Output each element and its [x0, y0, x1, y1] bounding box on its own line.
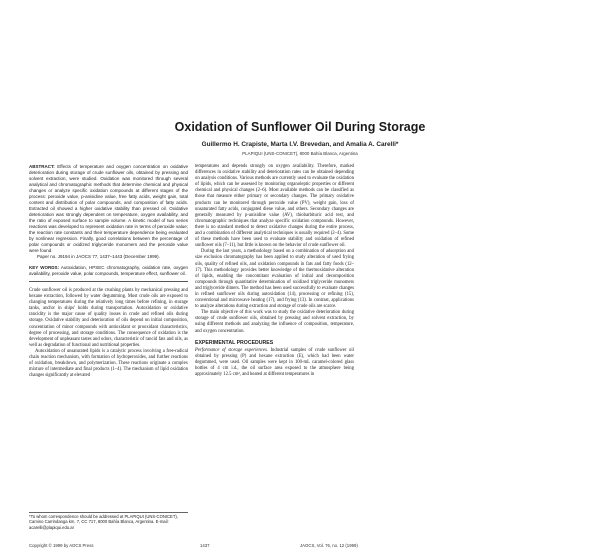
keywords-text: Autoxidation, HPSEC chromatography, oxidation rate, oxygen availability, peroxide value, polar compounds, temperature effect, sunflower oil.: [29, 265, 188, 276]
body-paragraph: The main objective of this work was to study the oxidative deterioration during storage of crude sunflower oils, obtained by pressing and solvent extraction, by using different methods and analyzing the influence of composition, temperature, and oxygen concentration.: [195, 310, 354, 334]
section-runin-heading: Performance of storage experiences.: [195, 347, 268, 353]
section-text: Industrial samples of crude sunflower oil obtained by pressing (P) and hexane extraction (E), which had been water degummed, were used. Oil samples were kept in 100-mL caramel-colored glass bottles of 4 cm i.d., the oil surface area exposed to the atmosphere being approximately 12.5 cm², and heated at different temperatures in: [195, 347, 354, 378]
abstract-label: ABSTRACT:: [29, 164, 55, 169]
abstract-divider: [29, 281, 188, 282]
keywords-label: KEY WORDS:: [29, 265, 60, 270]
journal-footer: JAOCS, Vol. 76, no. 12 (1999): [300, 543, 358, 548]
author-line: Guillermo H. Crapiste, Marta I.V. Brevedan, and Amalia A. Carelli*: [201, 141, 399, 148]
right-column: [195, 164, 354, 378]
correspondence-footnote: *To whom correspondence should be addressed at PLAPIQUI (UNS-CONICET), Camino Carrindanga km. 7, CC 717, 8000 Bahía Blanca, Argentina. E-mail: acarelli@plapiqui.edu.ar: [29, 512, 188, 530]
page-number: 1437: [200, 543, 210, 548]
body-paragraph: Autoxidation of unsaturated lipids is a catalytic process involving a free-radical chain reaction mechanism, with formation of hydroperoxides, and further reactions of oxidation, breakdown, and polymerization. These reactions originate a complex mixture of intermediate and final products (1–4). The mechanism of lipid oxidation changes significantly at elevated: [29, 348, 188, 379]
body-paragraph: During the last years, a methodology based on a combination of adsorption and size exclusion chromatography has been applied to study alteration of used frying oils, quality of refined oils, and oxidation compounds in fats and fatty foods (12–17). This methodology provides better knowledge of the thermoxidative alteration of lipids, enabling the concomitant evaluation of initial and decomposition compounds through quantitative determination of oxidized triglyceride monomers and triglyceride dimers. The method has been used successfully to evaluate changes in refined sunflower oils during autoxidation (14), processing or refining (15), conventional and microwave heating (17), and frying (13). In contrast, applications to analyze alterations during extraction and storage of crude oils are scarce.: [195, 249, 354, 310]
keywords-block: [29, 265, 188, 277]
copyright-footer: Copyright © 1999 by AOCS Press: [29, 543, 94, 548]
section-paragraph: [195, 348, 354, 378]
paper-number: Paper no. J9194 in JAOCS 77, 1437–1443 (December 1999).: [37, 254, 160, 259]
affiliation-line: PLAPIQUI (UNS-CONICET), 8000 Bahía Blanca, Argentina: [242, 151, 358, 156]
body-paragraph: Crude sunflower oil is produced at the crushing plants by mechanical pressing and hexane extraction, followed by water degumming. Most crude oils are exposed to changing temperatures during the relatively long times before refining, in storage tanks, and/or in ships' holds during transportation. Autoxidation or oxidative rancidity is the major cause of quality losses in crude and refined oils during storage. Oxidative stability and deterioration of oils depend on initial composition, concentration of minor compounds with antioxidant or prooxidant characteristics, degree of processing, and storage conditions. The consequence of oxidation is the development of unpleasant tastes and odors, characteristic of rancid fats and oils, as well as degradation of functional and nutritional properties.: [29, 288, 188, 348]
body-paragraph: temperatures and depends strongly on oxygen availability. Therefore, marked differences in oxidative stability and deterioration rates can be obtained depending on analysis conditions. Various methods are currently used to evaluate the oxidation of lipids, which can be assessed by monitoring organoleptic properties or different chemical and physical changes (2–6). Most available methods can be classified as those that measure either primary or secondary changes. The primary oxidative products can be monitored through peroxide value (PV), weight gain, loss of unsaturated fatty acids, conjugated diene value, and others. Secondary changes are generally measured by p-anisidine value (AV), thiobarbituric acid test, and chromatographic techniques that analyze specific oxidation compounds. However, there is no standard method to detect oxidative changes during the entire process, and a combination of different analytical techniques is usually required (2–4). Some of these methods have been used to evaluate stability and oxidation of refined sunflower oils (7–11), but little is known on the behavior of crude sunflower oil.: [195, 164, 354, 249]
left-column: [29, 164, 188, 379]
article-title: Oxidation of Sunflower Oil During Storage: [174, 120, 426, 134]
abstract-text: Effects of temperature and oxygen concentration on oxidative deterioration during storage of crude sunflower oils, obtained by pressing and solvent extraction, were studied. Oxidation was monitored through several analytical and chromatographic methods that determine chemical and physical changes or analyze specific oxidation compounds at different stages of the process: peroxide value, p-anisidine value, free fatty acids, weight gain, total content and distribution of polar compounds, and composition of fatty acids. Extracted oil showed a higher oxidative stability than pressed oil. Oxidative deterioration was strongly dependent on temperature, oxygen availability, and the ratio of exposed surface to sample volume. A kinetic model of two series reactions was developed to represent oxidation rate in terms of peroxide value; the reaction rate constants and their temperature dependence being evaluated by nonlinear regression. Finally, good correlations between the percentage of polar compounds or oxidized triglyceride monomers and the peroxide value were found.: [29, 164, 188, 253]
section-heading: EXPERIMENTAL PROCEDURES: [195, 339, 274, 346]
abstract-block: [29, 164, 188, 254]
